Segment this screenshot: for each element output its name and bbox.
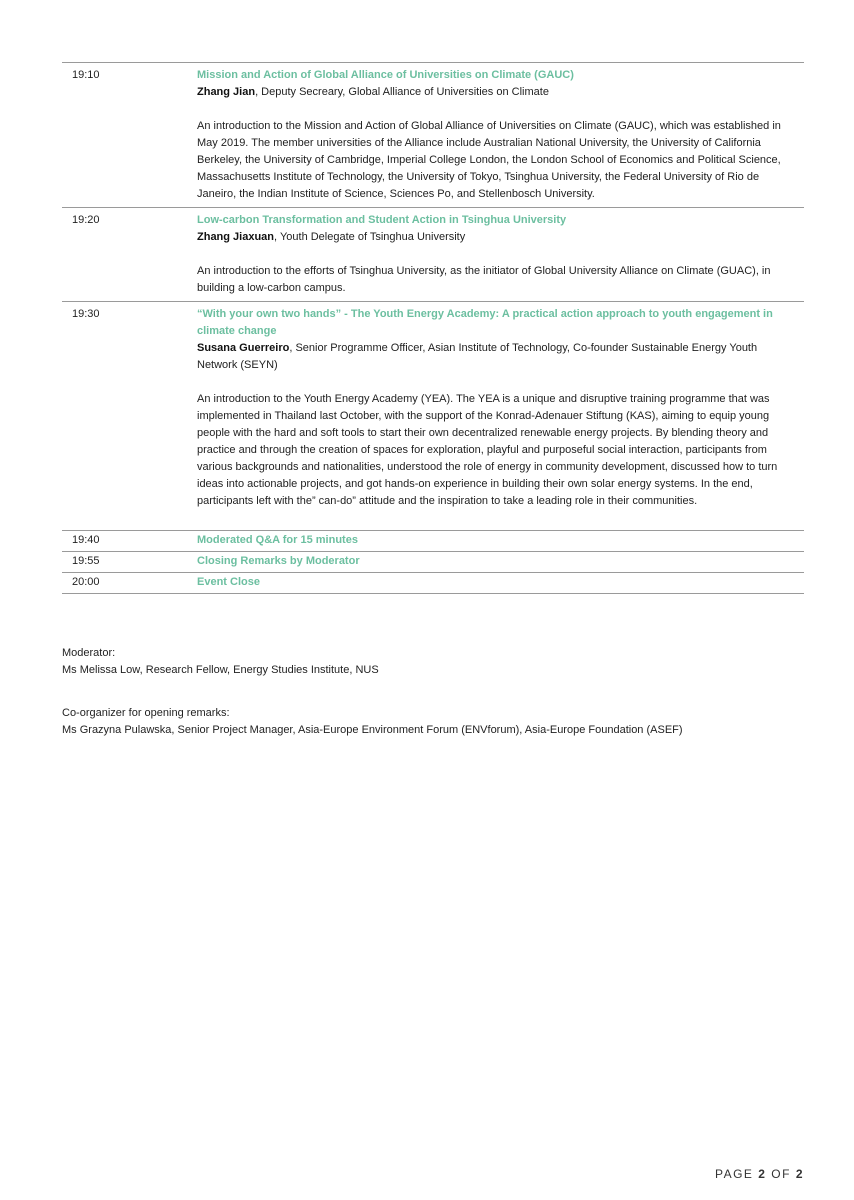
agenda-content — [197, 553, 804, 570]
session-title: Low-carbon Transformation and Student Action in Tsinghua University — [197, 214, 567, 226]
speaker-role: , Youth Delegate of Tsinghua University — [274, 231, 466, 243]
session-title: Closing Remarks by Moderator — [197, 555, 360, 567]
page-number — [715, 1167, 804, 1181]
agenda-table — [62, 62, 804, 594]
page-prefix: PAGE — [714, 1167, 759, 1181]
page-current: 2 — [758, 1167, 767, 1181]
agenda-content — [197, 532, 804, 549]
session-title: Moderated Q&A for 15 minutes — [197, 534, 358, 546]
agenda-row — [62, 208, 804, 302]
speaker-line — [197, 84, 784, 101]
agenda-row — [62, 531, 804, 552]
agenda-content — [197, 212, 804, 297]
agenda-time: 19:55 — [72, 555, 100, 567]
session-title: Event Close — [197, 576, 260, 588]
agenda-row — [62, 552, 804, 573]
agenda-row — [62, 302, 804, 531]
co-organizer-label: Co-organizer for opening remarks: — [62, 707, 230, 719]
moderator-text: Ms Melissa Low, Research Fellow, Energy Studies Institute, NUS — [62, 664, 379, 676]
agenda-content — [197, 574, 804, 591]
agenda-row — [62, 573, 804, 594]
speaker-name: Zhang Jiaxuan — [197, 231, 275, 243]
session-description: An introduction to the Mission and Action of Global Alliance of Universities on Climate (GAUC), which was established in May 2019. The member universities of the Alliance include Australian National University, the University of California Berkeley, the University of Cambridge, Imperial College London, the London School of Economics and Political Science, Massachusetts Institute of Technology, the University of Tokyo, Tsinghua University, the Federal University of Rio de Janeiro, the Indian Institute of Science, Sciences Po, and Stellenbosch University. — [197, 120, 781, 200]
moderator-label: Moderator: — [62, 647, 116, 659]
session-description: An introduction to the efforts of Tsinghua University, as the initiator of Global University Alliance on Climate (GUAC), in building a low-carbon campus. — [197, 265, 771, 294]
co-organizer-text: Ms Grazyna Pulawska, Senior Project Manager, Asia-Europe Environment Forum (ENVforum), Asia-Europe Foundation (ASEF) — [62, 724, 683, 736]
co-organizer-block — [62, 705, 683, 739]
speaker-name: Susana Guerreiro — [197, 342, 290, 354]
page-middle: OF — [766, 1167, 796, 1181]
session-description: An introduction to the Youth Energy Academy (YEA). The YEA is a unique and disruptive training programme that was implemented in Thailand last October, with the support of the Konrad-Adenauer Stiftung (KAS), aiming to equip young people with the hard and soft tools to start their own decentralized renewable energy projects. By blending theory and practice and through the creation of spaces for exploration, playful and purposeful social interaction, participants from various backgrounds and nationalities, understood the role of energy in community development, discussed how to turn ideas into actionable projects, and got hands-on experience in building their own solar energy systems. In the end, participants left with the” can-do” attitude and the inspiration to take a leading role in their communities. — [197, 393, 778, 507]
agenda-time: 20:00 — [72, 576, 100, 588]
session-title: “With your own two hands” - The Youth Energy Academy: A practical action approach to youth engagement in climate change — [197, 308, 773, 337]
page-total: 2 — [795, 1167, 804, 1181]
moderator-block — [62, 645, 379, 679]
agenda-time: 19:30 — [72, 308, 100, 320]
speaker-role: , Deputy Secreary, Global Alliance of Universities on Climate — [255, 86, 549, 98]
speaker-line — [197, 340, 784, 374]
spacer — [197, 510, 784, 526]
session-title: Mission and Action of Global Alliance of Universities on Climate (GAUC) — [197, 69, 574, 81]
speaker-role: , Senior Programme Officer, Asian Institute of Technology, Co-founder Sustainable Energy Youth Network (SEYN) — [197, 342, 758, 371]
agenda-time: 19:10 — [72, 69, 100, 81]
agenda-row — [62, 63, 804, 208]
agenda-content — [197, 306, 804, 526]
agenda-content — [197, 67, 804, 203]
agenda-time: 19:40 — [72, 534, 100, 546]
speaker-line — [197, 229, 784, 246]
speaker-name: Zhang Jian — [197, 86, 256, 98]
agenda-time: 19:20 — [72, 214, 100, 226]
